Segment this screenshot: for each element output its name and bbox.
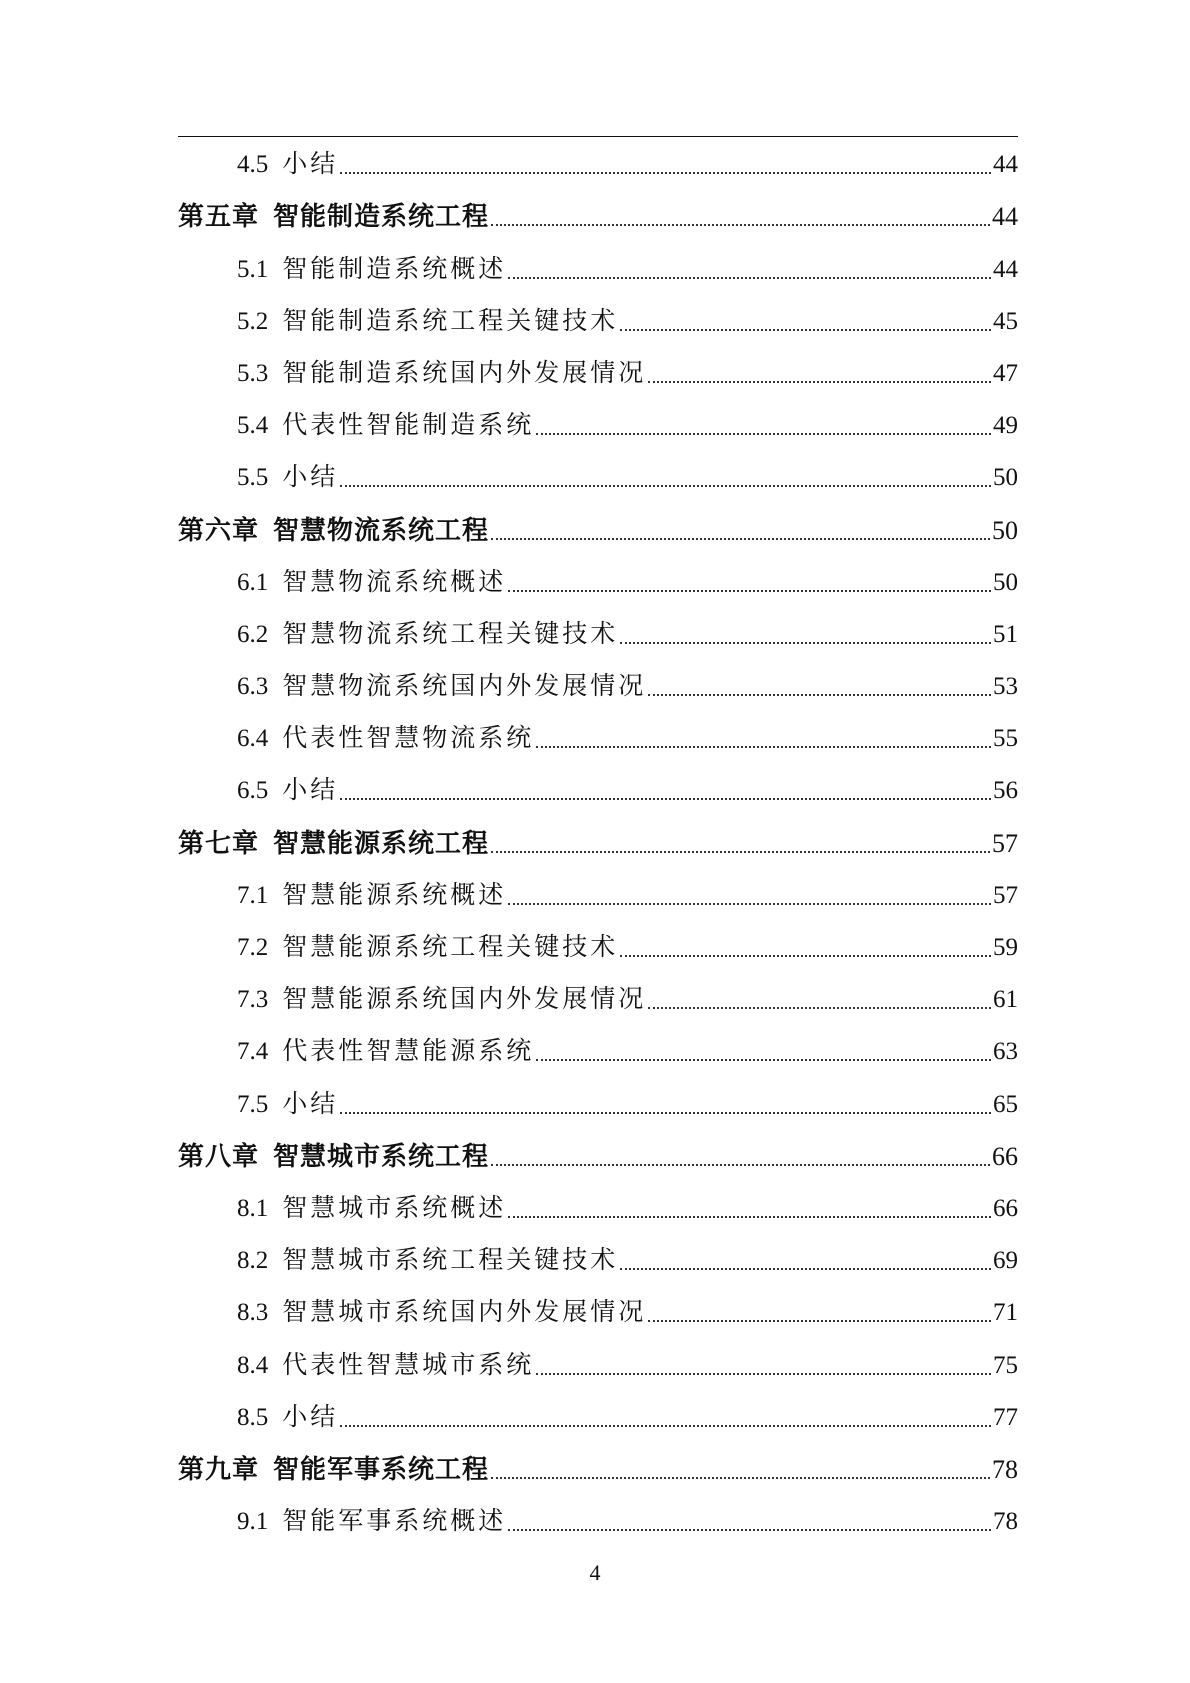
toc-entry-number: 6.5	[237, 777, 269, 805]
toc-entry-page: 78	[992, 1454, 1018, 1484]
dot-leader	[620, 328, 991, 331]
toc-entry-number: 8.2	[237, 1247, 269, 1275]
toc-entry-number: 第五章	[178, 202, 260, 232]
dot-leader	[536, 1372, 991, 1375]
toc-section-entry[interactable]	[178, 449, 1018, 501]
dot-leader	[536, 1058, 991, 1061]
toc-entry-number: 第六章	[178, 515, 260, 545]
toc-chapter-entry[interactable]	[178, 1128, 1018, 1180]
toc-entry-title: 小结	[282, 777, 339, 805]
toc-entry-number: 5.5	[237, 464, 269, 492]
toc-entry-page: 50	[992, 515, 1018, 545]
toc-entry-title: 智慧能源系统国内外发展情况	[282, 986, 647, 1014]
toc-section-entry[interactable]	[178, 658, 1018, 710]
toc-entry-title: 智慧物流系统概述	[282, 568, 507, 596]
toc-entry-number: 7.4	[237, 1038, 269, 1066]
toc-entry-title: 智能制造系统工程	[273, 202, 490, 232]
toc-chapter-entry[interactable]	[178, 501, 1018, 553]
toc-entry-page: 51	[993, 620, 1018, 648]
toc-entry-number: 5.1	[237, 255, 269, 283]
toc-entry-page: 47	[993, 359, 1018, 387]
toc-chapter-entry[interactable]	[178, 814, 1018, 866]
dot-leader	[508, 1528, 991, 1531]
toc-section-entry[interactable]	[178, 971, 1018, 1023]
table-of-contents	[178, 136, 1018, 1545]
dot-leader	[340, 484, 991, 487]
toc-entry-number: 5.2	[237, 307, 269, 335]
toc-section-entry[interactable]	[178, 554, 1018, 606]
toc-entry-title: 智能军事系统工程	[273, 1454, 490, 1484]
toc-entry-page: 66	[993, 1194, 1018, 1222]
toc-entry-page: 50	[993, 568, 1018, 596]
toc-section-entry[interactable]	[178, 1493, 1018, 1545]
toc-section-entry[interactable]	[178, 136, 1018, 188]
toc-entry-page: 63	[993, 1038, 1018, 1066]
toc-entry-title: 智慧能源系统工程关键技术	[282, 934, 619, 961]
toc-section-entry[interactable]	[178, 345, 1018, 397]
toc-section-entry[interactable]	[178, 710, 1018, 762]
toc-entry-number: 7.5	[237, 1090, 269, 1118]
toc-entry-number: 5.4	[237, 412, 269, 440]
toc-entry-page: 57	[993, 881, 1018, 909]
toc-entry-page: 59	[993, 934, 1018, 961]
toc-entry-title: 智能制造系统工程关键技术	[282, 307, 619, 335]
toc-entry-page: 78	[993, 1508, 1018, 1536]
toc-entry-title: 小结	[282, 151, 339, 179]
toc-entry-page: 53	[993, 673, 1018, 701]
toc-chapter-entry[interactable]	[178, 1441, 1018, 1493]
toc-entry-number: 第九章	[178, 1454, 260, 1484]
dot-leader	[508, 902, 991, 905]
page-number: 4	[589, 1560, 601, 1585]
toc-entry-page: 57	[992, 828, 1018, 858]
toc-entry-title: 小结	[282, 1090, 339, 1118]
toc-section-entry[interactable]	[178, 397, 1018, 449]
toc-entry-page: 44	[993, 151, 1018, 179]
dot-leader	[340, 1111, 991, 1114]
toc-section-entry[interactable]	[178, 1232, 1018, 1284]
toc-entry-page: 44	[993, 255, 1018, 283]
dot-leader	[536, 432, 991, 435]
toc-entry-page: 75	[993, 1351, 1018, 1379]
dot-leader	[340, 171, 991, 174]
toc-entry-title: 智慧城市系统国内外发展情况	[282, 1299, 647, 1327]
dot-leader	[508, 589, 991, 592]
toc-entry-page: 71	[993, 1299, 1018, 1327]
dot-leader	[648, 1319, 991, 1322]
dot-leader	[536, 745, 991, 748]
toc-entry-page: 44	[992, 202, 1018, 232]
toc-entry-number: 6.3	[237, 673, 269, 701]
toc-entry-number: 7.3	[237, 986, 269, 1014]
toc-entry-number: 7.1	[237, 881, 269, 909]
toc-entry-page: 45	[993, 307, 1018, 335]
dot-leader	[508, 276, 991, 279]
toc-entry-page: 50	[993, 464, 1018, 492]
toc-section-entry[interactable]	[178, 1023, 1018, 1075]
toc-entry-number: 8.1	[237, 1194, 269, 1222]
toc-entry-page: 55	[993, 725, 1018, 753]
toc-entry-page: 49	[993, 412, 1018, 440]
toc-entry-title: 智慧城市系统工程关键技术	[282, 1247, 619, 1275]
toc-entry-page: 69	[993, 1247, 1018, 1275]
toc-section-entry[interactable]	[178, 762, 1018, 814]
toc-section-entry[interactable]	[178, 293, 1018, 345]
toc-chapter-entry[interactable]	[178, 188, 1018, 240]
toc-section-entry[interactable]	[178, 606, 1018, 658]
toc-entry-number: 7.2	[237, 934, 269, 961]
toc-entry-page: 61	[993, 986, 1018, 1014]
dot-leader	[340, 797, 991, 800]
toc-entry-title: 代表性智能制造系统	[282, 412, 535, 440]
toc-entry-title: 智慧能源系统工程	[273, 828, 490, 858]
dot-leader	[648, 380, 991, 383]
dot-leader	[491, 1163, 990, 1166]
dot-leader	[491, 537, 990, 540]
toc-entry-page: 56	[993, 777, 1018, 805]
toc-entry-number: 8.5	[237, 1403, 269, 1431]
dot-leader	[620, 641, 991, 644]
toc-entry-number: 9.1	[237, 1508, 269, 1536]
toc-section-entry[interactable]	[178, 867, 1018, 919]
toc-section-entry[interactable]	[178, 1180, 1018, 1232]
toc-entry-title: 代表性智慧物流系统	[282, 725, 535, 753]
toc-entry-number: 5.3	[237, 359, 269, 387]
dot-leader	[620, 1267, 991, 1270]
toc-entry-title: 智慧城市系统概述	[282, 1194, 507, 1222]
toc-entry-title: 智慧城市系统工程	[273, 1141, 490, 1171]
toc-section-entry[interactable]	[178, 919, 1018, 971]
dot-leader	[508, 1215, 991, 1218]
toc-entry-page: 65	[993, 1090, 1018, 1118]
toc-entry-title: 小结	[282, 1403, 339, 1431]
toc-entry-number: 6.1	[237, 568, 269, 596]
toc-section-entry[interactable]	[178, 1075, 1018, 1127]
dot-leader	[648, 693, 991, 696]
toc-entry-number: 6.4	[237, 725, 269, 753]
toc-section-entry[interactable]	[178, 240, 1018, 292]
toc-entry-title: 智能制造系统国内外发展情况	[282, 359, 647, 387]
toc-entry-number: 第八章	[178, 1141, 260, 1171]
dot-leader	[491, 1476, 990, 1479]
dot-leader	[620, 954, 991, 957]
dot-leader	[648, 1006, 991, 1009]
toc-entry-page: 66	[992, 1141, 1018, 1171]
toc-entry-title: 小结	[282, 464, 339, 492]
dot-leader	[491, 223, 990, 226]
toc-entry-number: 第七章	[178, 828, 260, 858]
toc-entry-page: 77	[993, 1403, 1018, 1431]
toc-entry-title: 智能制造系统概述	[282, 255, 507, 283]
toc-section-entry[interactable]	[178, 1389, 1018, 1441]
toc-section-entry[interactable]	[178, 1336, 1018, 1388]
toc-entry-title: 智慧物流系统工程关键技术	[282, 620, 619, 648]
toc-entry-title: 智慧物流系统国内外发展情况	[282, 673, 647, 701]
toc-entry-number: 8.4	[237, 1351, 269, 1379]
toc-entry-number: 4.5	[237, 151, 269, 179]
toc-entry-title: 智慧物流系统工程	[273, 515, 490, 545]
toc-entry-title: 智慧能源系统概述	[282, 881, 507, 909]
toc-entry-number: 8.3	[237, 1299, 269, 1327]
toc-entry-title: 代表性智慧城市系统	[282, 1351, 535, 1379]
dot-leader	[340, 1424, 991, 1427]
toc-entry-number: 6.2	[237, 620, 269, 648]
toc-entry-title: 代表性智慧能源系统	[282, 1038, 535, 1066]
dot-leader	[491, 850, 990, 853]
toc-entry-title: 智能军事系统概述	[282, 1508, 507, 1536]
toc-section-entry[interactable]	[178, 1284, 1018, 1336]
